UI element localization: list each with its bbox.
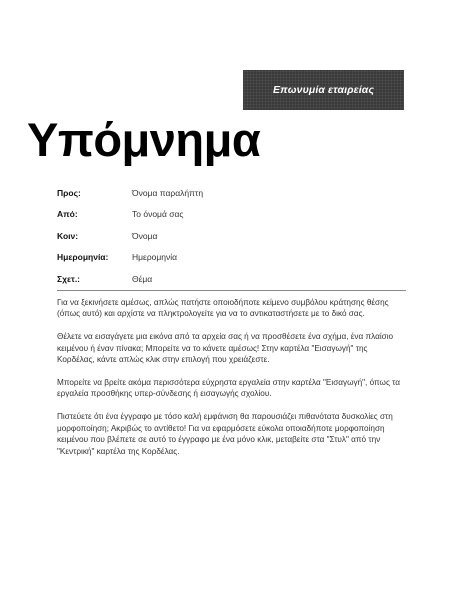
body-paragraph[interactable]: Μπορείτε να βρείτε ακόμα περισσότερα εύχρηστα εργαλεία στην καρτέλα "Εισαγωγή", όπως τα εργαλεία προσθήκης υπερ-σύνδεσης ή εισαγωγής σχολίου. — [57, 378, 401, 399]
field-value-subject[interactable]: Θέμα — [132, 273, 153, 284]
memo-title[interactable]: Υπόμνημα — [27, 113, 261, 166]
field-row-subject — [57, 268, 397, 290]
body-paragraph[interactable]: Θέλετε να εισαγάγετε μια εικόνα από τα αρχεία σας ή να προσθέσετε ένα σχήμα, ένα πλαίσιο κειμένου ή έναν πίνακα; Μπορείτε να το κάνετε αμέσως! Στην καρτέλα "Εισαγωγή" της Κορδέλας, κάντε απλώς κλικ στην επιλογή που χρειάζεστε. — [57, 332, 394, 365]
field-row-date — [57, 247, 397, 269]
company-name[interactable]: Επωνυμία εταιρείας — [272, 84, 375, 96]
field-row-cc — [57, 225, 397, 247]
header-divider — [57, 290, 406, 291]
body-paragraph[interactable]: Για να ξεκινήσετε αμέσως, απλώς πατήστε οποιοδήποτε κείμενο συμβόλου κράτησης θέσης (όπως αυτό) και αρχίστε να πληκτρολογείτε για να το αντικαταστήσετε με το δικό σας. — [57, 298, 389, 319]
field-label-cc: Κοιν: — [57, 230, 79, 241]
memo-header-fields — [57, 182, 397, 290]
field-row-to — [57, 182, 397, 204]
field-label-subject: Σχετ.: — [57, 273, 81, 284]
company-name-box[interactable] — [243, 70, 404, 110]
body-paragraph[interactable]: Πιστεύετε ότι ένα έγγραφο με τόσο καλή εμφάνιση θα παρουσιάζει πιθανότατα δυσκολίες στη μορφοποίηση; Ακριβώς το αντίθετο! Για να εφαρμόσετε εύκολα οποιαδήποτε μορφοποίηση κειμένου που βλέπετε σε αυτό το έγγραφο με ένα μόνο κλικ, μεταβείτε στα "Στυλ" από την "Κεντρική" καρτέλα της Κορδέλας. — [57, 412, 393, 456]
field-label-from: Από: — [57, 209, 78, 220]
field-value-date[interactable]: Ημερομηνία — [132, 252, 178, 263]
field-value-to[interactable]: Όνομα παραλήπτη — [132, 187, 204, 198]
field-value-from[interactable]: Το όνομά σας — [132, 209, 184, 220]
field-value-cc[interactable]: Όνομα — [132, 230, 158, 241]
field-label-date: Ημερομηνία: — [57, 252, 109, 263]
field-row-from — [57, 204, 397, 226]
field-label-to: Προς: — [57, 187, 81, 198]
memo-body — [57, 297, 407, 468]
